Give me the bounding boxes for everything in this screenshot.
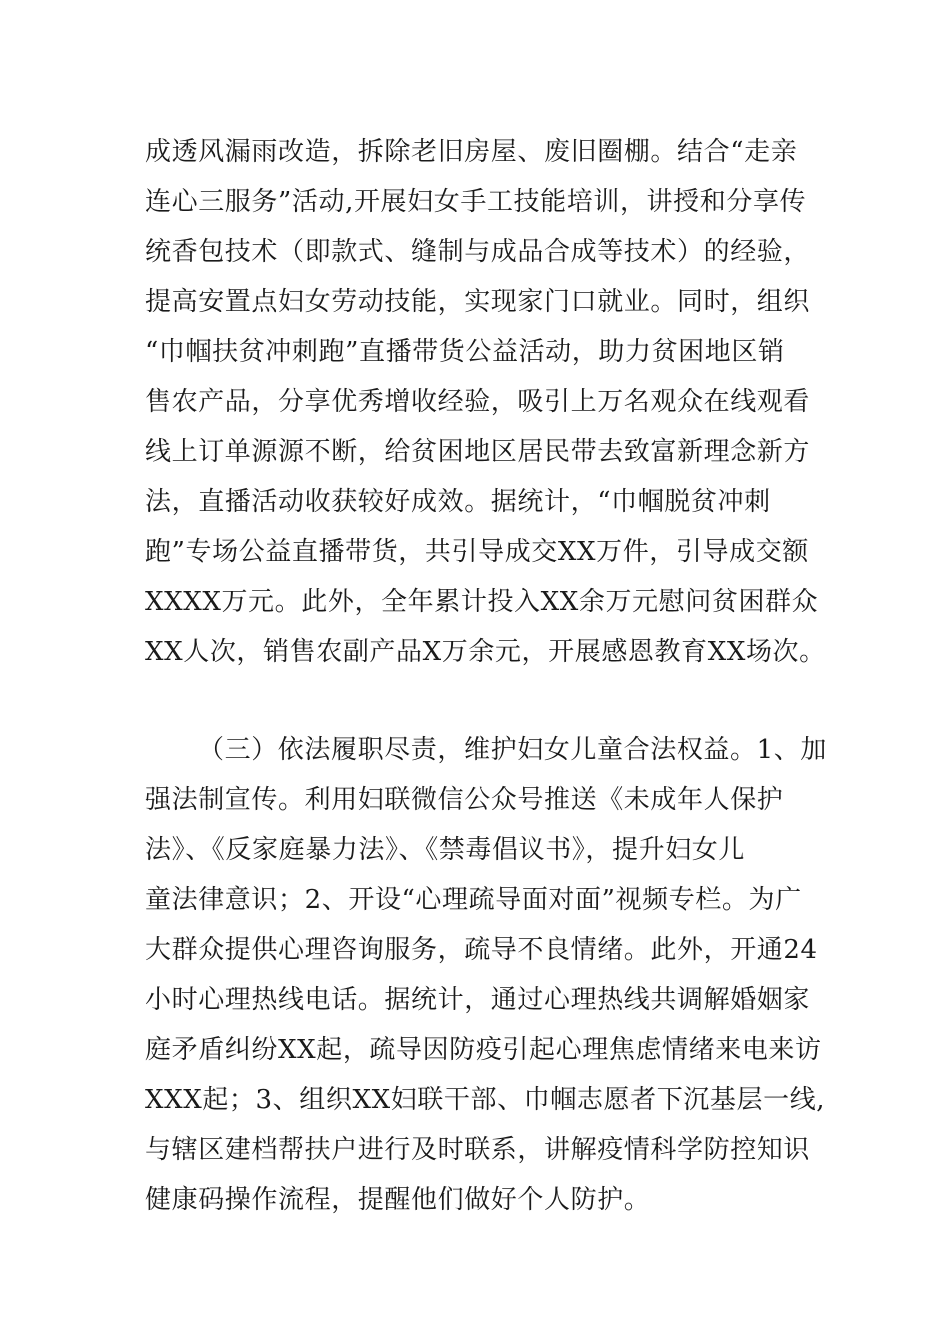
text-line: 小时心理热线电话。据统计，通过心理热线共调解婚姻家 [145,985,811,1015]
text-line: 法》、《反家庭暴力法》、《禁毒倡议书》，提升妇女儿 [145,835,746,865]
text-line: “巾帼扶贫冲刺跑”直播带货公益活动，助力贫困地区销 [145,337,785,367]
text-line: 统香包技术（即款式、缝制与成品合成等技术）的经验， [145,237,811,267]
text-line: XX人次，销售农副产品X万余元，开展感恩教育XX场次。 [145,637,826,667]
text-line: 与辖区建档帮扶户进行及时联系，讲解疫情科学防控知识 [145,1135,811,1165]
text-line: 法，直播活动收获较好成效。据统计，“巾帼脱贫冲刺 [145,487,771,517]
section-heading-line: （三）依法履职尽责，维护妇女儿童合法权益。1、加 [198,735,827,765]
text-line: 庭矛盾纠纷XX起，疏导因防疫引起心理焦虑情绪来电来访 [145,1035,822,1065]
text-line: 跑”专场公益直播带货，共引导成交XX万件，引导成交额 [145,537,809,567]
text-line: 提高安置点妇女劳动技能，实现家门口就业。同时，组织 [145,287,811,317]
text-line: 成透风漏雨改造，拆除老旧房屋、废旧圈棚。结合“走亲 [145,137,798,167]
text-line: XXXX万元。此外，全年累计投入XX余万元慰问贫困群众 [145,587,819,617]
text-line: 童法律意识；2、开设“心理疏导面对面”视频专栏。为广 [145,885,802,915]
text-line: 售农产品，分享优秀增收经验，吸引上万名观众在线观看 [145,387,811,417]
text-line: 线上订单源源不断，给贫困地区居民带去致富新理念新方 [145,437,811,467]
text-line: 大群众提供心理咨询服务，疏导不良情绪。此外，开通24 [145,935,818,965]
text-line: 强法制宣传。利用妇联微信公众号推送《未成年人保护 [145,785,784,815]
text-line: 连心三服务”活动,开展妇女手工技能培训，讲授和分享传 [145,187,807,217]
text-line: 健康码操作流程，提醒他们做好个人防护。 [145,1185,651,1215]
text-line: XXX起；3、组织XX妇联干部、巾帼志愿者下沉基层一线, [145,1085,826,1115]
